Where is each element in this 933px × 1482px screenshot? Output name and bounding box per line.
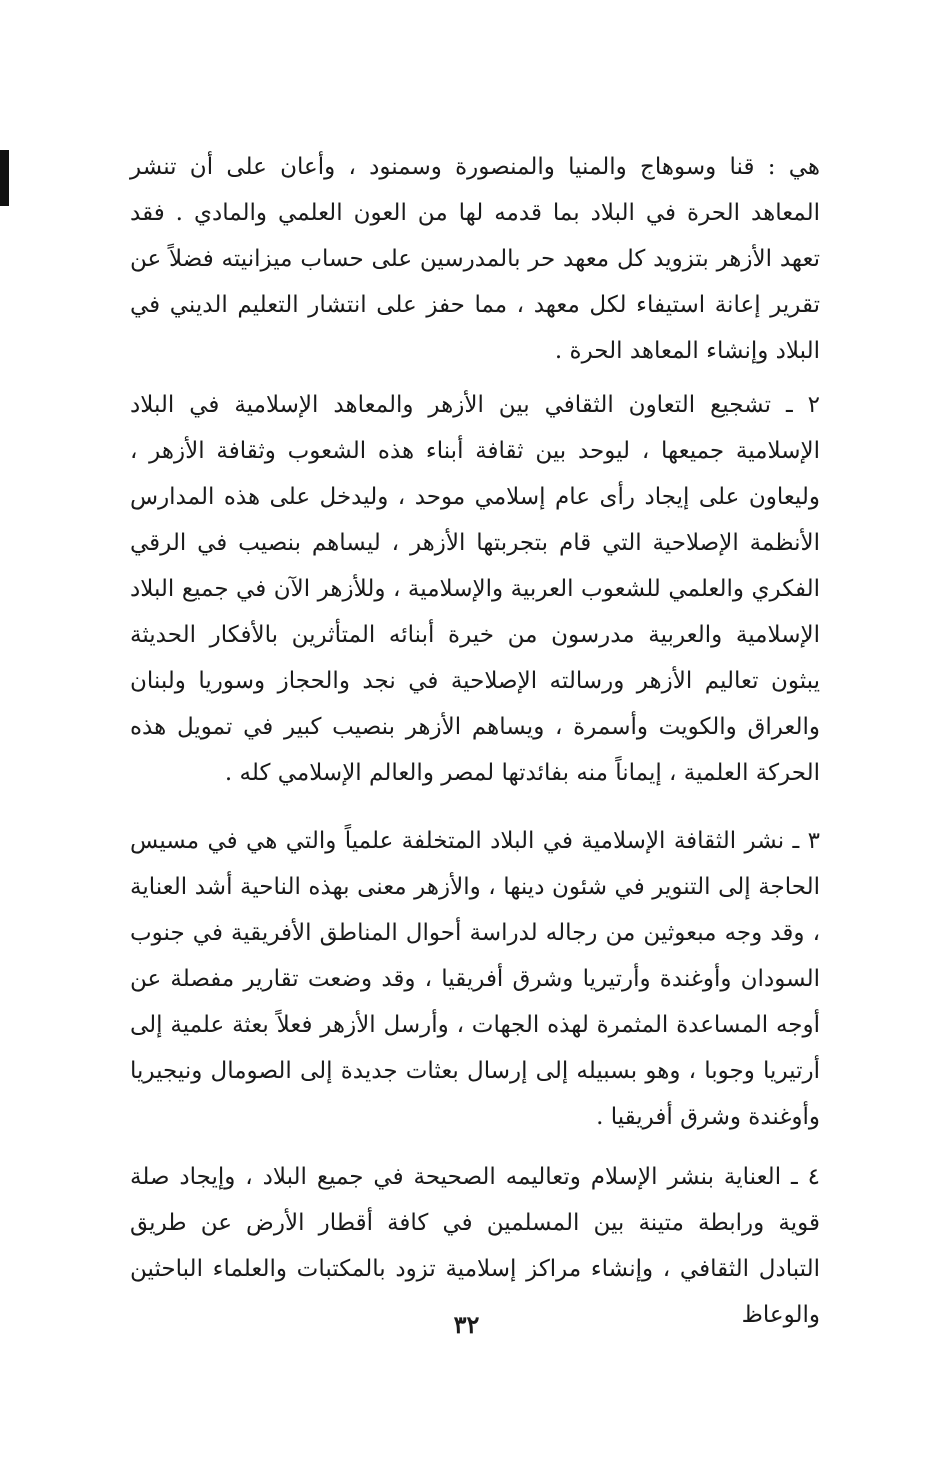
paragraph-3 [130, 818, 820, 1140]
paragraph-text: ٤ ـ العناية بنشر الإسلام وتعاليمه الصحيحة في جميع البلاد ، وإيجاد صلة قوية ورابطة متينة بين المسلمين في كافة أقطار الأرض عن طريق التبادل الثقافي ، وإنشاء مراكز إسلامية تزود بالمكتبات والعلماء الباحثين والوعاظ [130, 1164, 820, 1328]
paragraph-text: ٣ ـ نشر الثقافة الإسلامية في البلاد المتخلفة علمياً والتي هي في مسيس الحاجة إلى التنوير في شئون دينها ، والأزهر معنى بهذه الناحية أشد العناية ، وقد وجه مبعوثين من رجاله لدراسة أحوال المناطق الأفريقية في جنوب السودان وأوغندة وأرتيريا وشرق أفريقيا ، وقد وضعت تقارير مفصلة عن أوجه المساعدة المثمرة لهذه الجهات ، وأرسل الأزهر فعلاً بعثة علمية إلى أرتيريا وجوبا ، وهو بسبيله إلى إرسال بعثات جديدة إلى الصومال ونيجيريا وأوغندة وشرق أفريقيا . [130, 828, 820, 1130]
page-number: ٣٢ [453, 1310, 480, 1339]
paragraph-text: ٢ ـ تشجيع التعاون الثقافي بين الأزهر والمعاهد الإسلامية في البلاد الإسلامية جميعها ، ليوحد بين ثقافة أبناء هذه الشعوب وثقافة الأزهر ، وليعاون على إيجاد رأى عام إسلامي موحد ، وليدخل على هذه المدارس الأنظمة الإصلاحية التي قام بتجربتها الأزهر ، ليساهم بنصيب في الرقي الفكري والعلمي للشعوب العربية والإسلامية ، وللأزهر الآن في جميع البلاد الإسلامية والعربية مدرسون من خيرة أبنائه المتأثرين بالأفكار الحديثة يبثون تعاليم الأزهر ورسالته الإصلاحية في نجد والحجاز وسوريا ولبنان والعراق والكويت وأسمرة ، ويساهم الأزهر بنصيب كبير في تمويل هذه الحركة العلمية ، إيماناً منه بفائدتها لمصر والعالم الإسلامي كله . [130, 392, 820, 786]
scan-edge-mark [0, 150, 9, 206]
paragraph-1 [130, 144, 820, 374]
paragraph-2 [130, 382, 820, 796]
paragraph-text: هي : قنا وسوهاج والمنيا والمنصورة وسمنود ، وأعان على أن تنشر المعاهد الحرة في البلاد بما قدمه لها من العون العلمي والمادي . فقد تعهد الأزهر بتزويد كل معهد حر بالمدرسين على حساب ميزانيته فضلاً عن تقرير إعانة استيفاء لكل معهد ، مما حفز على انتشار التعليم الديني في البلاد وإنشاء المعاهد الحرة . [130, 154, 820, 364]
